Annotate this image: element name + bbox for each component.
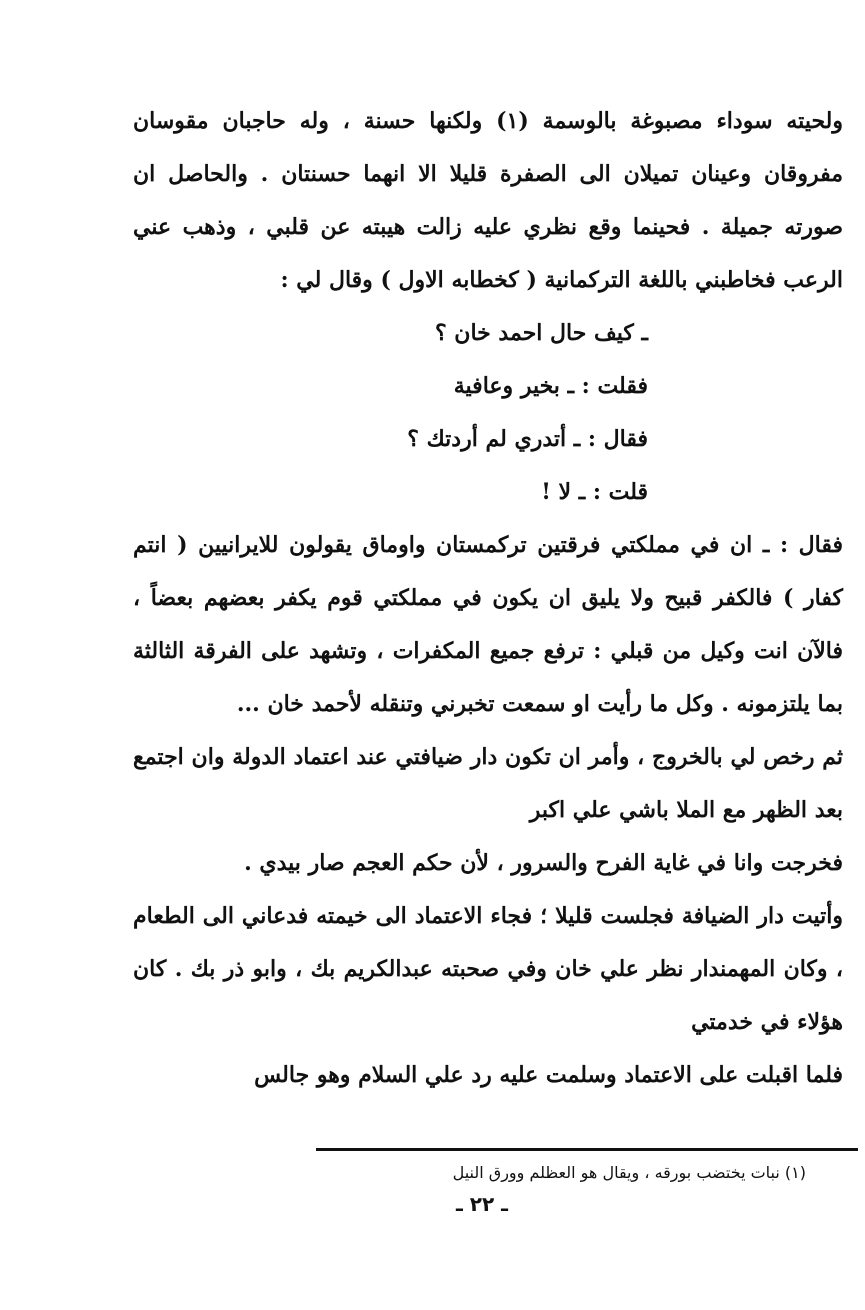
paragraph-3: ثم رخص لي بالخروج ، وأمر ان تكون دار ضيافتي عند اعتماد الدولة وان اجتمع بعد الظهر مع الملا باشي علي اكبر (133, 744, 843, 823)
paragraph-4: فخرجت وانا في غاية الفرح والسرور ، لأن حكم العجم صار بيدي . (244, 850, 843, 876)
dialogue-line-1: ـ كيف حال احمد خان ؟ (434, 320, 648, 346)
footnote-divider (316, 1148, 858, 1151)
body-text (133, 95, 843, 1102)
dialogue-line-3: فقال : ـ أتدري لم أردتك ؟ (407, 426, 648, 452)
footnote: (١) نبات يختضب بورقه ، ويقال هو العظلم وورق النيل (452, 1163, 806, 1182)
paragraph-6: فلما اقبلت على الاعتماد وسلمت عليه رد علي السلام وهو جالس (254, 1062, 843, 1088)
dialogue-line-2: فقلت : ـ بخير وعافية (453, 373, 648, 399)
paragraph-1: ولحيته سوداء مصبوغة بالوسمة (١) ولكنها حسنة ، وله حاجبان مقوسان مفروقان وعينان تميلان الى الصفرة قليلا الا انهما حسنتان . والحاصل ان صورته جميلة . فحينما وقع نظري عليه زالت هيبته عن قلبي ، وذهب عني الرعب فخاطبني باللغة التركمانية ( كخطابه الاول ) وقال لي : (133, 108, 843, 293)
paragraph-5: وأتيت دار الضيافة فجلست قليلا ؛ فجاء الاعتماد الى خيمته فدعاني الى الطعام ، وكان المهمندار نظر علي خان وفي صحبته عبدالكريم بك ، وابو ذر بك . كان هؤلاء في خدمتي (133, 903, 843, 1035)
dialogue-line-4: قلت : ـ لا ! (541, 479, 648, 505)
paragraph-2: فقال : ـ ان في مملكتي فرقتين تركمستان واوماق يقولون للايرانيين ( انتم كفار ) فالكفر قبيح ولا يليق ان يكون في مملكتي قوم يكفر بعضهم بعضاً ، فالآن انت وكيل من قبلي : ترفع جميع المكفرات ، وتشهد على الفرقة الثالثة بما يلتزمونه . وكل ما رأيت او سمعت تخبرني وتنقله لأحمد خان ... (133, 532, 843, 717)
page-number: ـ ٢٢ ـ (455, 1192, 509, 1216)
